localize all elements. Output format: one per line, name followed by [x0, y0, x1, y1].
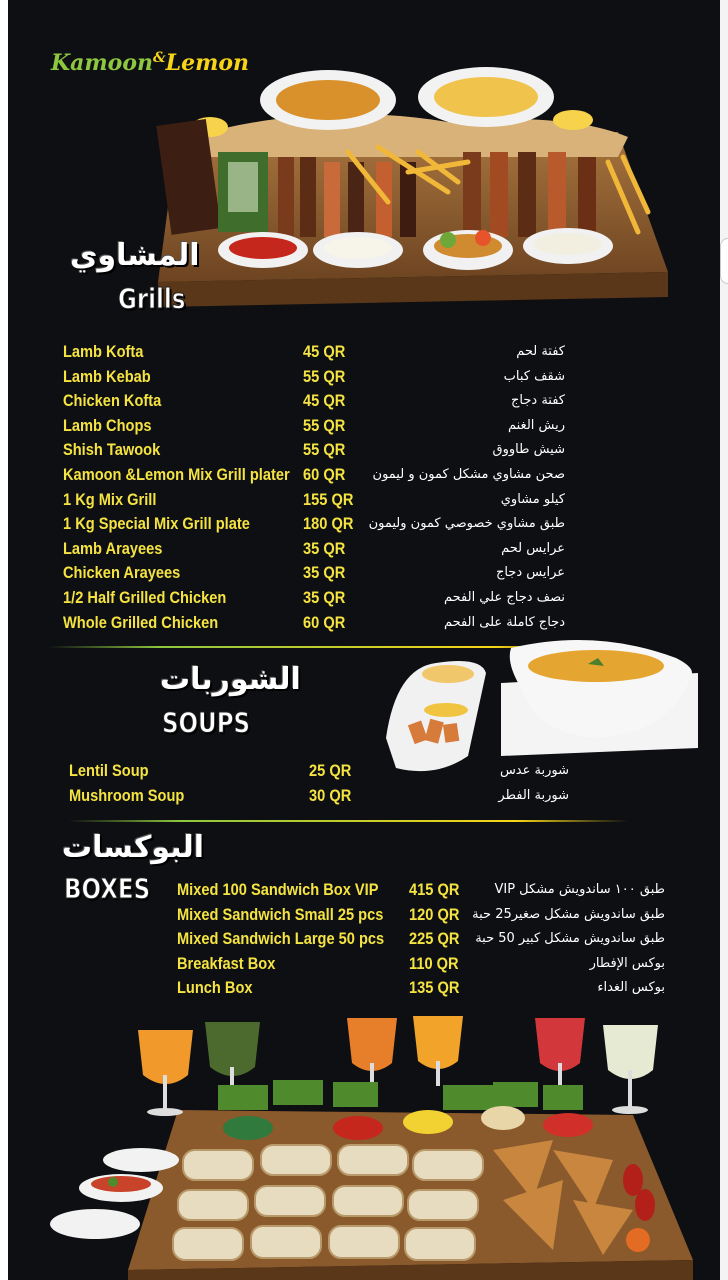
menu-item-row [63, 512, 703, 536]
item-name-en: Mixed 100 Sandwich Box VIP [177, 880, 379, 899]
menu-item-row [69, 784, 709, 808]
item-name-ar: عرايس لحم [501, 540, 565, 556]
item-name-en: 1/2 Half Grilled Chicken [63, 588, 227, 607]
item-name-en: Mushroom Soup [69, 786, 185, 805]
soups-title-ar: الشوربات [160, 662, 301, 697]
item-name-ar: طبق ساندويش مشكل صغير25 حبة [472, 906, 665, 922]
item-price: 55 QR [303, 440, 346, 460]
item-price: 55 QR [303, 366, 346, 386]
item-price: 180 QR [303, 514, 354, 534]
item-price: 120 QR [409, 904, 460, 924]
section-divider [68, 820, 628, 822]
menu-item-row [177, 976, 667, 1000]
menu-item-row [177, 952, 667, 976]
sandwich-platter-photo [33, 1000, 713, 1280]
item-price: 45 QR [303, 342, 346, 361]
menu-item-row [63, 537, 703, 561]
item-name-en: 1 Kg Special Mix Grill plate [63, 514, 250, 534]
item-name-ar: طبق ١٠٠ ساندويش مشكل VIP [494, 882, 665, 897]
side-handle[interactable] [720, 238, 728, 284]
item-price: 25 QR [309, 761, 352, 780]
boxes-title-en: BOXES [64, 872, 151, 905]
item-name-en: Chicken Arayees [63, 563, 181, 583]
item-price: 225 QR [409, 929, 460, 949]
item-name-en: Lamb Kebab [63, 366, 151, 386]
item-name-en: 1 Kg Mix Grill [63, 489, 157, 509]
item-name-ar: طبق مشاوي خصوصي كمون وليمون [368, 516, 565, 532]
item-name-en: Whole Grilled Chicken [63, 612, 219, 632]
item-name-en: Breakfast Box [177, 953, 276, 973]
item-name-ar: دجاج كاملة على الفحم [443, 614, 565, 630]
item-name-ar: كفتة دجاج [511, 393, 565, 409]
menu-item-row [63, 414, 703, 438]
menu-item-row [177, 927, 667, 951]
item-price: 35 QR [303, 588, 346, 607]
item-name-en: Chicken Kofta [63, 391, 162, 411]
menu-page [8, 0, 720, 1280]
menu-item-row [63, 340, 703, 364]
menu-item-row [63, 561, 703, 585]
item-name-ar: شيش طاووق [492, 442, 565, 458]
item-price: 35 QR [303, 538, 346, 558]
menu-item-row [63, 438, 703, 462]
item-name-en: Lentil Soup [69, 761, 149, 780]
menu-item-row [69, 759, 709, 783]
item-name-en: Shish Tawook [63, 440, 161, 460]
soup-photo [376, 628, 706, 778]
item-name-ar: شقف كباب [503, 368, 565, 384]
soups-title-en: SOUPS [162, 706, 251, 739]
grills-title-en: Grills [118, 282, 186, 315]
item-price: 35 QR [303, 563, 346, 583]
item-price: 55 QR [303, 415, 346, 435]
item-name-en: Lamb Arayees [63, 538, 163, 558]
item-name-ar: طبق ساندويش مشكل كبير 50 حبة [475, 931, 665, 947]
item-name-ar: كفتة لحم [516, 344, 565, 359]
item-name-ar: نصف دجاج علي الفحم [443, 590, 565, 605]
item-name-ar: شوربة الفطر [498, 788, 569, 803]
item-price: 155 QR [303, 489, 354, 509]
menu-item-row [63, 365, 703, 389]
item-name-en: Mixed Sandwich Large 50 pcs [177, 929, 385, 949]
menu-item-row [63, 586, 703, 610]
item-price: 30 QR [309, 786, 352, 805]
item-name-ar: صحن مشاوي مشكل كمون و ليمون [372, 467, 565, 482]
item-name-en: Kamoon &Lemon Mix Grill plater [63, 465, 290, 484]
item-name-ar: كيلو مشاوي [500, 491, 565, 507]
grill-platter-photo [148, 62, 678, 312]
item-name-ar: بوكس الإفطار [589, 955, 665, 971]
item-name-en: Lamb Kofta [63, 342, 144, 361]
item-name-ar: شوربة عدس [499, 763, 569, 778]
item-name-en: Mixed Sandwich Small 25 pcs [177, 904, 384, 924]
item-name-ar: ريش الغنم [507, 417, 565, 433]
boxes-title-ar: البوكسات [62, 830, 204, 865]
menu-item-row [63, 488, 703, 512]
menu-item-row [63, 389, 703, 413]
item-name-ar: عرايس دجاج [495, 565, 565, 581]
item-name-en: Lunch Box [177, 978, 253, 998]
menu-item-row [177, 903, 667, 927]
item-price: 60 QR [303, 612, 346, 632]
window-edge [720, 0, 728, 1280]
menu-item-row [63, 463, 703, 487]
item-name-en: Lamb Chops [63, 415, 152, 435]
menu-item-row [177, 878, 667, 902]
item-price: 415 QR [409, 880, 460, 899]
grills-title-ar: المشاوي [70, 238, 200, 273]
item-price: 110 QR [409, 953, 459, 973]
item-price: 60 QR [303, 465, 346, 484]
item-name-ar: بوكس الغداء [597, 980, 665, 996]
brand-logo: Kamoon&Lemon [51, 50, 250, 76]
item-price: 45 QR [303, 391, 346, 411]
item-price: 135 QR [409, 978, 460, 998]
